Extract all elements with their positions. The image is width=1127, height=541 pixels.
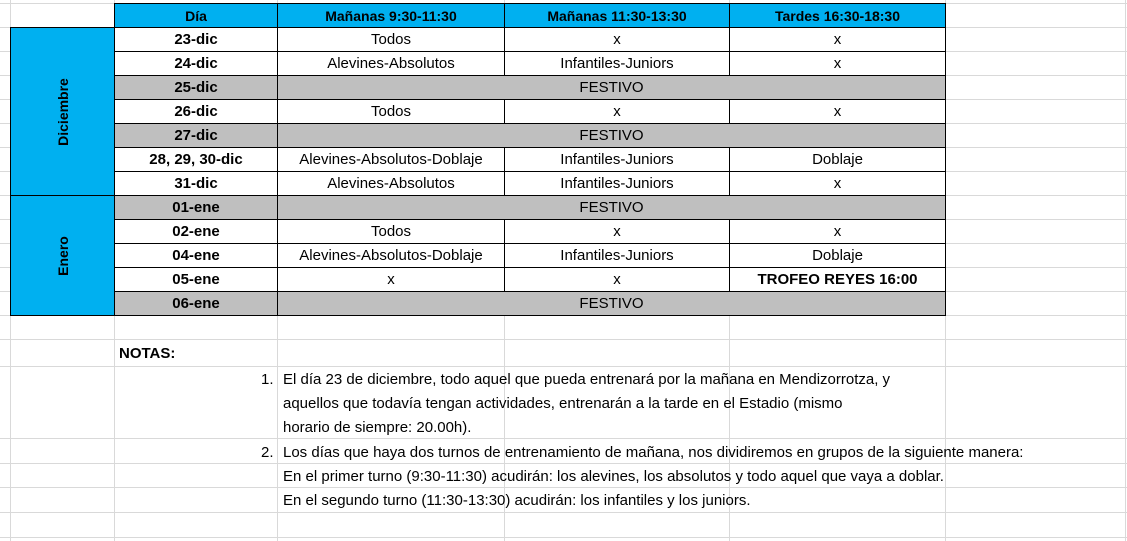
month-january-label: Enero	[54, 235, 71, 276]
note-line: horario de siempre: 20.00h).	[283, 419, 472, 436]
day-cell[interactable]: 23-dic	[114, 27, 278, 52]
morning1-cell[interactable]: Todos	[277, 27, 505, 52]
morning2-cell[interactable]: x	[504, 219, 730, 244]
note-number: 2.	[261, 444, 274, 461]
header-afternoon[interactable]: Tardes 16:30-18:30	[729, 3, 946, 28]
morning1-cell[interactable]: Alevines-Absolutos	[277, 51, 505, 76]
morning1-cell[interactable]: Todos	[277, 99, 505, 124]
month-december-label: Diciembre	[54, 77, 71, 146]
morning2-cell[interactable]: x	[504, 267, 730, 292]
day-cell[interactable]: 01-ene	[114, 195, 278, 220]
morning2-cell[interactable]: Infantiles-Juniors	[504, 51, 730, 76]
afternoon-cell[interactable]: x	[729, 99, 946, 124]
month-january-cell[interactable]	[10, 195, 115, 316]
festivo-cell[interactable]: FESTIVO	[277, 291, 946, 316]
morning2-cell[interactable]: Infantiles-Juniors	[504, 171, 730, 196]
festivo-cell[interactable]: FESTIVO	[277, 195, 946, 220]
header-morning-1[interactable]: Mañanas 9:30-11:30	[277, 3, 505, 28]
note-number: 1.	[261, 371, 274, 388]
morning1-cell[interactable]: Alevines-Absolutos-Doblaje	[277, 147, 505, 172]
day-cell[interactable]: 25-dic	[114, 75, 278, 100]
day-cell[interactable]: 27-dic	[114, 123, 278, 148]
notes-title: NOTAS:	[119, 345, 176, 362]
day-cell[interactable]: 06-ene	[114, 291, 278, 316]
note-line: aquellos que todavía tengan actividades, entrenarán a la tarde en el Estadio (mismo	[283, 395, 843, 412]
morning2-cell[interactable]: Infantiles-Juniors	[504, 243, 730, 268]
afternoon-cell[interactable]: x	[729, 51, 946, 76]
day-cell[interactable]: 05-ene	[114, 267, 278, 292]
note-line: En el primer turno (9:30-11:30) acudirán: los alevines, los absolutos y todo aquel que vaya a doblar.	[283, 468, 944, 485]
day-cell[interactable]: 26-dic	[114, 99, 278, 124]
morning2-cell[interactable]: x	[504, 99, 730, 124]
morning1-cell[interactable]: Alevines-Absolutos-Doblaje	[277, 243, 505, 268]
day-cell[interactable]: 31-dic	[114, 171, 278, 196]
morning2-cell[interactable]: x	[504, 27, 730, 52]
afternoon-cell[interactable]: x	[729, 27, 946, 52]
afternoon-cell[interactable]: x	[729, 219, 946, 244]
note-line: El día 23 de diciembre, todo aquel que pueda entrenará por la mañana en Mendizorrotza, y	[283, 371, 891, 388]
morning1-cell[interactable]: Alevines-Absolutos	[277, 171, 505, 196]
day-cell[interactable]: 28, 29, 30-dic	[114, 147, 278, 172]
morning2-cell[interactable]: Infantiles-Juniors	[504, 147, 730, 172]
header-morning-2[interactable]: Mañanas 11:30-13:30	[504, 3, 730, 28]
festivo-cell[interactable]: FESTIVO	[277, 123, 946, 148]
month-december-cell[interactable]	[10, 27, 115, 196]
morning1-cell[interactable]: Todos	[277, 219, 505, 244]
day-cell[interactable]: 24-dic	[114, 51, 278, 76]
afternoon-cell[interactable]: Doblaje	[729, 147, 946, 172]
afternoon-cell[interactable]: x	[729, 171, 946, 196]
morning1-cell[interactable]: x	[277, 267, 505, 292]
day-cell[interactable]: 02-ene	[114, 219, 278, 244]
afternoon-cell[interactable]: TROFEO REYES 16:00	[729, 267, 946, 292]
afternoon-cell[interactable]: Doblaje	[729, 243, 946, 268]
note-line: En el segundo turno (11:30-13:30) acudirán: los infantiles y los juniors.	[283, 492, 751, 509]
day-cell[interactable]: 04-ene	[114, 243, 278, 268]
note-line: Los días que haya dos turnos de entrenamiento de mañana, nos dividiremos en grupos de la siguiente manera:	[283, 444, 1024, 461]
header-dia[interactable]: Día	[114, 3, 278, 28]
festivo-cell[interactable]: FESTIVO	[277, 75, 946, 100]
